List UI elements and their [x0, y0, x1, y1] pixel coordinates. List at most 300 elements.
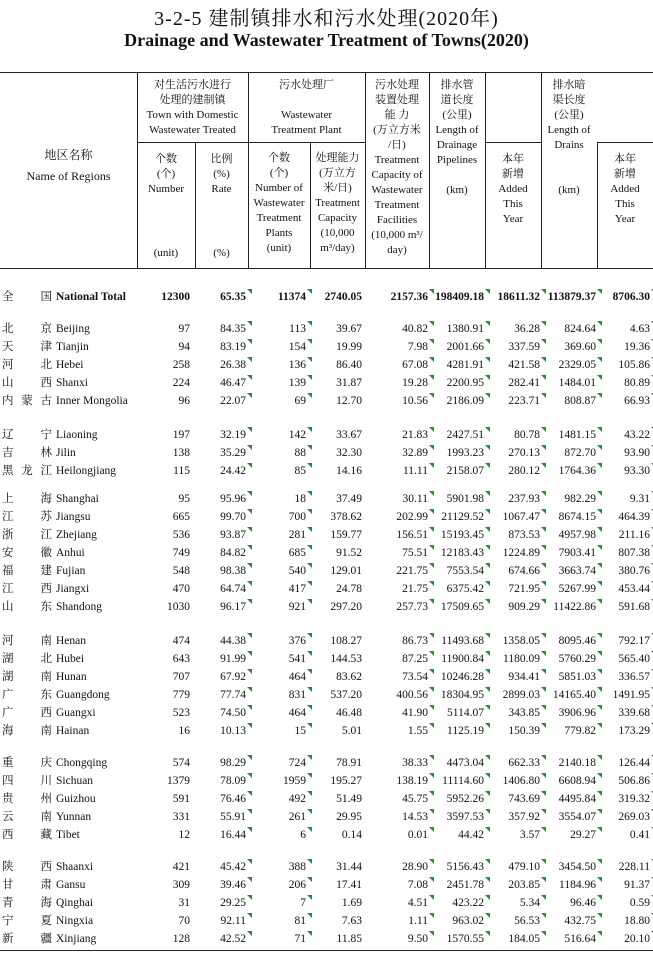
cell-value: 39.46 [220, 879, 246, 891]
cell-value: 7 [300, 897, 306, 909]
cell-value: 6608.94 [558, 775, 596, 787]
cell-value: 96 [178, 395, 190, 407]
cell-value: 921 [288, 601, 306, 613]
cell-value: 139 [288, 377, 306, 389]
cell-value: 108.27 [330, 635, 362, 647]
header-plant-group: 污水处理厂 Wastewater Treatment Plant [271, 79, 342, 136]
cell-value: 44.42 [458, 829, 484, 841]
cell-value: 237.93 [508, 493, 540, 505]
cell-value: 0.41 [629, 829, 650, 841]
region-cn: 贵 州 [2, 793, 52, 805]
cell-value: 136 [288, 359, 306, 371]
cell-value: 184.05 [508, 933, 540, 945]
cell-value: 51.49 [336, 793, 362, 805]
cell-value: 73.54 [402, 671, 428, 683]
cell-value: 1959 [283, 775, 306, 787]
region-cn: 辽 宁 [2, 429, 52, 441]
region-en: Shanghai [56, 493, 99, 505]
region-en: Guangdong [56, 689, 110, 701]
cell-value: 257.73 [396, 601, 428, 613]
cell-value: 2427.51 [446, 429, 484, 441]
cell-value: 792.17 [618, 635, 650, 647]
table-bottom-rule [0, 950, 653, 951]
cell-value: 1.69 [341, 897, 362, 909]
cell-value: 11.11 [402, 465, 428, 477]
cell-value: 14.53 [402, 811, 428, 823]
cell-value: 565.40 [618, 653, 650, 665]
cell-value: 202.99 [396, 511, 428, 523]
table-row [0, 490, 653, 508]
cell-value: 26.38 [220, 359, 246, 371]
cell-value: 35.29 [220, 447, 246, 459]
cell-value: 662.33 [508, 757, 540, 769]
cell-value: 20.10 [624, 933, 650, 945]
header-pipe-len: 排水管 道长度 (公里) Length of Drainage Pipelines (km) [435, 79, 479, 196]
cell-value: 32.89 [402, 447, 428, 459]
cell-value: 128 [172, 933, 190, 945]
cell-value: 369.60 [564, 341, 596, 353]
cell-value: 129.01 [330, 565, 362, 577]
region-en: Hainan [56, 725, 90, 737]
cell-value: 963.02 [452, 915, 484, 927]
cell-value: 19.36 [624, 341, 650, 353]
cell-value: 541 [288, 653, 306, 665]
cell-value: 873.53 [508, 529, 540, 541]
cell-value: 19.28 [402, 377, 428, 389]
cell-value: 91.52 [336, 547, 362, 559]
cell-value: 261 [288, 811, 306, 823]
cell-value: 5.01 [341, 725, 362, 737]
table-row [0, 808, 653, 826]
region-en: Tibet [56, 829, 80, 841]
region-en: Tianjin [56, 341, 89, 353]
cell-value: 1484.01 [558, 377, 596, 389]
region-en: Shanxi [56, 377, 88, 389]
cell-value: 10246.28 [440, 671, 484, 683]
cell-value: 11114.60 [442, 775, 484, 787]
cell-value: 421 [172, 861, 190, 873]
region-cn: 江 西 [2, 583, 52, 595]
region-en: Henan [56, 635, 87, 647]
header-drain-added: 本年 新增 Added This Year [610, 153, 640, 225]
cell-value: 7.98 [407, 341, 428, 353]
region-cn: 浙 江 [2, 529, 52, 541]
cell-value: 453.44 [618, 583, 650, 595]
cell-value: 4.51 [407, 897, 428, 909]
cell-value: 95.96 [220, 493, 246, 505]
cell-value: 71 [294, 933, 306, 945]
region-cn: 全 国 [2, 291, 52, 303]
region-cn: 湖 南 [2, 671, 52, 683]
cell-value: 258 [172, 359, 190, 371]
cell-value: 8706.30 [612, 291, 650, 303]
cell-value: 1.55 [407, 725, 428, 737]
cell-value: 8095.46 [558, 635, 596, 647]
cell-value: 11900.84 [441, 653, 484, 665]
region-cn: 青 海 [2, 897, 52, 909]
region-en: Inner Mongolia [56, 395, 128, 407]
table-row [0, 668, 653, 686]
region-cn: 新 疆 [2, 933, 52, 945]
header-bottom-rule [0, 268, 653, 269]
cell-value: 5.34 [519, 897, 540, 909]
cell-value: 29.25 [220, 897, 246, 909]
table-row [0, 722, 653, 740]
cell-value: 40.82 [402, 323, 428, 335]
region-en: Yunnan [56, 811, 92, 823]
cell-value: 281 [288, 529, 306, 541]
header-region-cn: 地区名称 [44, 148, 93, 162]
cell-value: 506.86 [618, 775, 650, 787]
table-row [0, 686, 653, 704]
region-cn: 福 建 [2, 565, 52, 577]
cell-value: 339.68 [618, 707, 650, 719]
header-sub-rule-3 [597, 142, 653, 143]
header-drain-len: 排水暗 渠长度 (公里) Length of Drains (km) [547, 79, 591, 196]
cell-value: 138.19 [396, 775, 428, 787]
cell-value: 12.70 [336, 395, 362, 407]
cell-value: 11.85 [336, 933, 362, 945]
cell-value: 337.59 [508, 341, 540, 353]
header-number-unit: (unit) [153, 247, 179, 259]
cell-value: 464 [288, 707, 306, 719]
cell-value: 16 [178, 725, 190, 737]
cell-value: 1030 [167, 601, 190, 613]
cell-value: 43.22 [624, 429, 650, 441]
region-cn: 海 南 [2, 725, 52, 737]
cell-value: 31.44 [336, 861, 362, 873]
region-en: Beijing [56, 323, 90, 335]
cell-value: 492 [288, 793, 306, 805]
cell-value: 548 [172, 565, 190, 577]
cell-value: 228.11 [618, 861, 650, 873]
cell-value: 55.91 [220, 811, 246, 823]
cell-value: 1491.95 [612, 689, 650, 701]
cell-value: 10.56 [402, 395, 428, 407]
cell-value: 2158.07 [446, 465, 484, 477]
cell-value: 5901.98 [446, 493, 484, 505]
cell-value: 380.76 [618, 565, 650, 577]
cell-value: 743.69 [508, 793, 540, 805]
cell-value: 173.29 [618, 725, 650, 737]
cell-value: 724 [288, 757, 306, 769]
table-row [0, 288, 653, 306]
cell-value: 591.68 [618, 601, 650, 613]
cell-value: 3906.96 [558, 707, 596, 719]
header-region [0, 148, 137, 184]
cell-value: 909.29 [508, 601, 540, 613]
cell-value: 982.29 [564, 493, 596, 505]
region-cn: 吉 林 [2, 447, 52, 459]
cell-value: 66.93 [624, 395, 650, 407]
header-plant-num: 个数 (个) Number of Wastewater Treatment Plants (unit) [253, 152, 305, 254]
cell-value: 93.90 [624, 447, 650, 459]
cell-value: 142 [288, 429, 306, 441]
cell-value: 77.74 [220, 689, 246, 701]
cell-value: 934.41 [508, 671, 540, 683]
cell-value: 156.51 [396, 529, 428, 541]
cell-value: 1.11 [408, 915, 428, 927]
cell-value: 159.77 [330, 529, 362, 541]
region-cn: 江 苏 [2, 511, 52, 523]
cell-value: 211.16 [618, 529, 650, 541]
cell-value: 32.19 [220, 429, 246, 441]
cell-value: 685 [288, 547, 306, 559]
cell-value: 574 [172, 757, 190, 769]
table-row [0, 858, 653, 876]
region-cn: 甘 肃 [2, 879, 52, 891]
cell-value: 6 [300, 829, 306, 841]
cell-value: 5760.29 [558, 653, 596, 665]
cell-value: 81 [294, 915, 306, 927]
cell-value: 4281.91 [446, 359, 484, 371]
cell-value: 8674.15 [558, 511, 596, 523]
cell-value: 5952.26 [446, 793, 484, 805]
cell-value: 674.66 [508, 565, 540, 577]
cell-value: 540 [288, 565, 306, 577]
cell-value: 0.59 [629, 897, 650, 909]
cell-value: 1184.96 [559, 879, 596, 891]
region-en: Sichuan [56, 775, 94, 787]
cell-value: 91.99 [220, 653, 246, 665]
cell-value: 417 [288, 583, 306, 595]
region-en: Xinjiang [56, 933, 97, 945]
cell-value: 195.27 [330, 775, 362, 787]
region-cn: 河 北 [2, 359, 52, 371]
cell-value: 1380.91 [446, 323, 484, 335]
cell-value: 69 [294, 395, 306, 407]
header-plant-cap: 处理能力 (万立方 米/日) Treatment Capacity (10,000 m³/day) [315, 152, 360, 254]
cell-value: 1125.19 [447, 725, 484, 737]
cell-value: 46.47 [220, 377, 246, 389]
cell-value: 18 [294, 493, 306, 505]
cell-value: 203.85 [508, 879, 540, 891]
cell-value: 11493.68 [441, 635, 484, 647]
cell-value: 824.64 [564, 323, 596, 335]
cell-value: 21.83 [402, 429, 428, 441]
cell-value: 99.70 [220, 511, 246, 523]
cell-value: 808.87 [564, 395, 596, 407]
cell-value: 343.85 [508, 707, 540, 719]
cell-value: 516.64 [564, 933, 596, 945]
table-row [0, 508, 653, 526]
cell-value: 198409.18 [435, 291, 484, 303]
cell-value: 779 [172, 689, 190, 701]
cell-value: 309 [172, 879, 190, 891]
table-row [0, 392, 653, 410]
cell-value: 7903.41 [558, 547, 596, 559]
cell-value: 76.46 [220, 793, 246, 805]
cell-value: 92.11 [220, 915, 246, 927]
cell-value: 319.32 [618, 793, 650, 805]
cell-value: 779.82 [564, 725, 596, 737]
region-en: Gansu [56, 879, 86, 891]
cell-value: 282.41 [508, 377, 540, 389]
cell-value: 98.38 [220, 565, 246, 577]
cell-value: 1993.23 [446, 447, 484, 459]
header-number: 个数 (个) Number [147, 153, 185, 195]
cell-value: 643 [172, 653, 190, 665]
cell-value: 5267.99 [558, 583, 596, 595]
cell-value: 46.48 [336, 707, 362, 719]
cell-value: 297.20 [330, 601, 362, 613]
header-region-en: Name of Regions [26, 169, 111, 183]
page-title-cn: 3-2-5 建制镇排水和污水处理(2020年) [154, 8, 499, 30]
cell-value: 536 [172, 529, 190, 541]
region-cn: 四 川 [2, 775, 52, 787]
region-cn: 河 南 [2, 635, 52, 647]
region-en: Guangxi [56, 707, 96, 719]
table-row [0, 320, 653, 338]
cell-value: 4.63 [629, 323, 650, 335]
cell-value: 31.87 [336, 377, 362, 389]
cell-value: 87.25 [402, 653, 428, 665]
table-row [0, 876, 653, 894]
region-en: Hunan [56, 671, 87, 683]
cell-value: 97 [178, 323, 190, 335]
cell-value: 93.30 [624, 465, 650, 477]
region-en: Qinghai [56, 897, 94, 909]
cell-value: 56.53 [514, 915, 540, 927]
cell-value: 95 [178, 493, 190, 505]
cell-value: 17509.65 [440, 601, 484, 613]
region-en: Ningxia [56, 915, 94, 927]
cell-value: 700 [288, 511, 306, 523]
header-rate: 比例 (%) Rate [210, 153, 233, 195]
table-row [0, 930, 653, 948]
cell-value: 2001.66 [446, 341, 484, 353]
cell-value: 74.50 [220, 707, 246, 719]
cell-value: 21.75 [402, 583, 428, 595]
cell-value: 2329.05 [558, 359, 596, 371]
table-row [0, 526, 653, 544]
cell-value: 206 [288, 879, 306, 891]
cell-value: 376 [288, 635, 306, 647]
region-cn: 陕 西 [2, 861, 52, 873]
cell-value: 1481.15 [558, 429, 596, 441]
region-en: Jilin [56, 447, 76, 459]
table-row [0, 826, 653, 844]
cell-value: 84.82 [220, 547, 246, 559]
region-en: Zhejiang [56, 529, 97, 541]
cell-value: 42.52 [220, 933, 246, 945]
table-row [0, 356, 653, 374]
cell-value: 1570.55 [446, 933, 484, 945]
cell-value: 665 [172, 511, 190, 523]
region-cn: 广 西 [2, 707, 52, 719]
table-row [0, 894, 653, 912]
region-cn: 宁 夏 [2, 915, 52, 927]
cell-value: 15 [294, 725, 306, 737]
region-cn: 西 藏 [2, 829, 52, 841]
region-en: Jiangsu [56, 511, 91, 523]
cell-value: 115 [173, 465, 190, 477]
header-facility-cap: 污水处理 装置处理 能 力 (万立方米 /日) Treatment Capacity of Wastewater Treatment Facilities (10,000 m³/ day) [371, 79, 423, 256]
region-cn: 黑 龙 江 [2, 465, 52, 477]
cell-value: 150.39 [508, 725, 540, 737]
region-en: Liaoning [56, 429, 98, 441]
table-row [0, 632, 653, 650]
cell-value: 464 [288, 671, 306, 683]
cell-value: 1224.89 [502, 547, 540, 559]
cell-value: 45.42 [220, 861, 246, 873]
cell-value: 0.01 [407, 829, 428, 841]
cell-value: 138 [172, 447, 190, 459]
region-en: Hubei [56, 653, 85, 665]
cell-value: 280.12 [508, 465, 540, 477]
cell-value: 65.35 [220, 291, 246, 303]
cell-value: 5851.03 [558, 671, 596, 683]
cell-value: 378.62 [330, 511, 362, 523]
cell-value: 3663.74 [558, 565, 596, 577]
cell-value: 12300 [161, 291, 190, 303]
cell-value: 17.41 [336, 879, 362, 891]
page-title-en: Drainage and Wastewater Treatment of Towns(2020) [124, 30, 529, 50]
table-row [0, 462, 653, 480]
cell-value: 2140.18 [558, 757, 596, 769]
cell-value: 4495.84 [558, 793, 596, 805]
cell-value: 464.39 [618, 511, 650, 523]
cell-value: 11422.86 [553, 601, 596, 613]
cell-value: 18611.32 [497, 291, 540, 303]
cell-value: 224 [172, 377, 190, 389]
cell-value: 80.78 [514, 429, 540, 441]
cell-value: 474 [172, 635, 190, 647]
cell-value: 11374 [277, 291, 306, 303]
header-rate-unit: (%) [213, 247, 230, 259]
cell-value: 421.58 [508, 359, 540, 371]
cell-value: 3.57 [519, 829, 540, 841]
table-row [0, 912, 653, 930]
cell-value: 45.75 [402, 793, 428, 805]
cell-value: 12183.43 [440, 547, 484, 559]
cell-value: 22.07 [220, 395, 246, 407]
cell-value: 3554.07 [558, 811, 596, 823]
cell-value: 78.91 [336, 757, 362, 769]
header-domestic-group: 对生活污水进行 处理的建制镇 Town with Domestic Wastewater Treated [146, 79, 239, 136]
table-row [0, 580, 653, 598]
region-cn: 湖 北 [2, 653, 52, 665]
region-cn: 云 南 [2, 811, 52, 823]
region-cn: 北 京 [2, 323, 52, 335]
cell-value: 19.99 [336, 341, 362, 353]
cell-value: 36.28 [514, 323, 540, 335]
cell-value: 470 [172, 583, 190, 595]
cell-value: 14165.40 [552, 689, 596, 701]
region-en: Shandong [56, 601, 102, 613]
region-cn: 安 徽 [2, 547, 52, 559]
cell-value: 6375.42 [446, 583, 484, 595]
cell-value: 4957.98 [558, 529, 596, 541]
cell-value: 2899.03 [502, 689, 540, 701]
cell-value: 388 [288, 861, 306, 873]
cell-value: 2186.09 [446, 395, 484, 407]
cell-value: 37.49 [336, 493, 362, 505]
table-row [0, 544, 653, 562]
cell-value: 523 [172, 707, 190, 719]
table-row [0, 754, 653, 772]
cell-value: 94 [178, 341, 190, 353]
cell-value: 270.13 [508, 447, 540, 459]
table-row [0, 790, 653, 808]
table-row [0, 426, 653, 444]
cell-value: 7553.54 [446, 565, 484, 577]
cell-value: 0.14 [341, 829, 362, 841]
cell-value: 331 [172, 811, 190, 823]
cell-value: 96.46 [570, 897, 596, 909]
cell-value: 75.51 [402, 547, 428, 559]
cell-value: 93.87 [220, 529, 246, 541]
